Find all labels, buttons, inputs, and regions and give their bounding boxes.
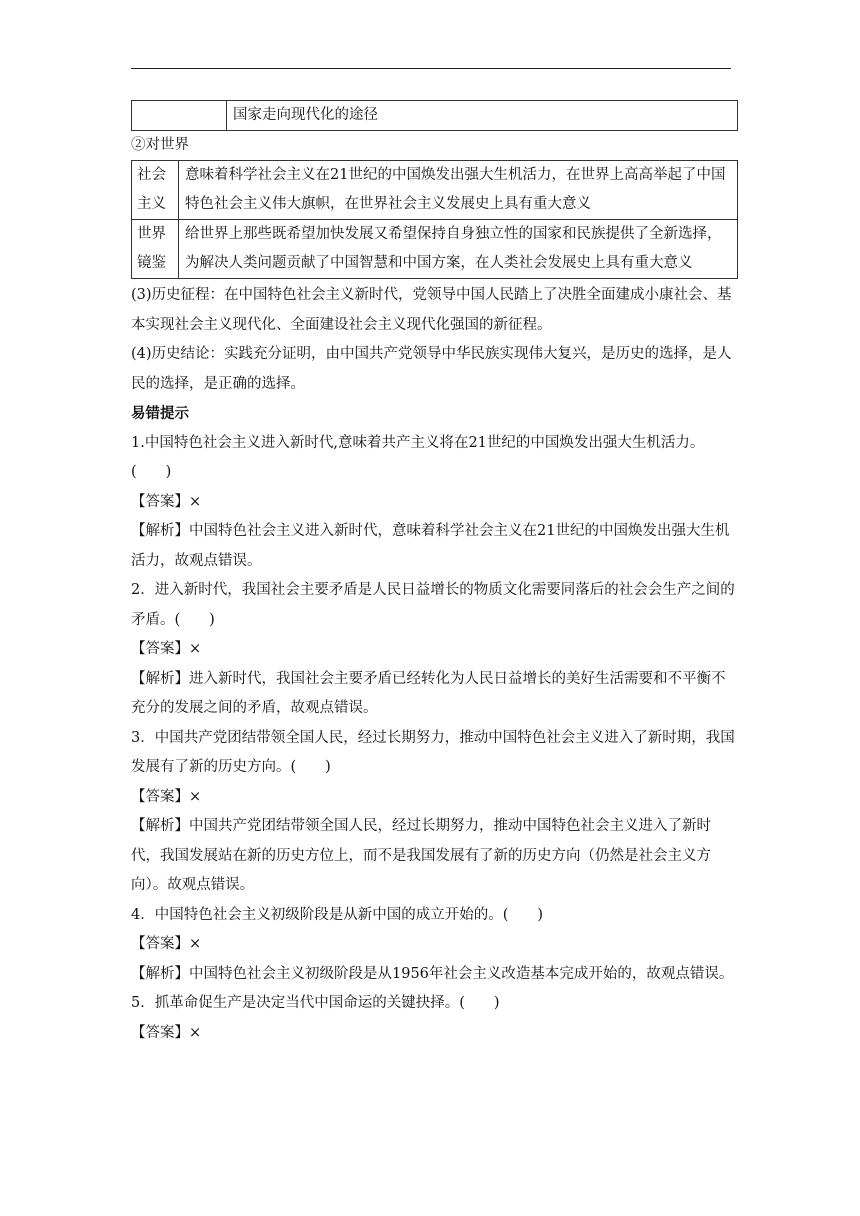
table-row xyxy=(132,161,738,220)
world-table xyxy=(131,160,738,279)
answer: 【答案】× xyxy=(131,1024,202,1041)
question: 5．抓革命促生产是决定当代中国命运的关键抉择。( ) xyxy=(131,995,500,1011)
top-table-left-cell xyxy=(132,101,227,131)
list-item xyxy=(131,989,738,1048)
paragraph-3: (3)历史征程：在中国特色社会主义新时代，党领导中国人民踏上了决胜全面建成小康社会、基本实现社会主义现代化、全面建设社会主义现代化强国的新征程。 xyxy=(131,287,732,333)
question: 3．中国共产党团结带领全国人民，经过长期努力，推动中国特色社会主义进入了新时期，我国发展有了新的历史方向。( ) xyxy=(131,729,735,775)
tips-heading: 易错提示 xyxy=(131,405,189,422)
list-item xyxy=(131,576,738,724)
list-item xyxy=(131,724,738,901)
answer: 【答案】× xyxy=(131,936,202,952)
row-label: 世界镜鉴 xyxy=(132,220,179,279)
table-row xyxy=(132,220,738,279)
world-heading: ②对世界 xyxy=(131,137,189,153)
analysis: 【解析】进入新时代，我国社会主要矛盾已经转化为人民日益增长的美好生活需要和不平衡不充分的发展之间的矛盾，故观点错误。 xyxy=(131,670,726,716)
answer: 【答案】× xyxy=(131,641,202,657)
top-table xyxy=(131,100,738,131)
list-item xyxy=(131,429,738,577)
analysis: 【解析】中国特色社会主义进入新时代，意味着科学社会主义在21世纪的中国焕发出强大生机活力，故观点错误。 xyxy=(131,523,730,569)
answer: 【答案】× xyxy=(131,788,202,805)
question: 2．进入新时代，我国社会主要矛盾是人民日益增长的物质文化需要同落后的社会会生产之间的矛盾。( ) xyxy=(131,582,735,628)
question: 4．中国特色社会主义初级阶段是从新中国的成立开始的。( ) xyxy=(131,906,544,923)
question: 1.中国特色社会主义进入新时代,意味着共产主义将在21世纪的中国焕发出强大生机活力。( ) xyxy=(131,434,705,480)
row-label: 社会主义 xyxy=(132,161,179,220)
answer: 【答案】× xyxy=(131,493,202,510)
analysis: 【解析】中国共产党团结带领全国人民，经过长期努力，推动中国特色社会主义进入了新时代，我国发展站在新的历史方位上，而不是我国发展有了新的历史方向（仍然是社会主义方向）。故观点错误。 xyxy=(131,818,711,893)
row-text: 给世界上那些既希望加快发展又希望保持自身独立性的国家和民族提供了全新选择，为解决人类问题贡献了中国智慧和中国方案，在人类社会发展史上具有重大意义 xyxy=(179,220,738,279)
list-item xyxy=(131,901,738,990)
paragraph-4: (4)历史结论：实践充分证明，由中国共产党领导中华民族实现伟大复兴，是历史的选择，是人民的选择，是正确的选择。 xyxy=(131,346,732,392)
top-table-right-cell: 国家走向现代化的途径 xyxy=(227,101,738,131)
analysis: 【解析】中国特色社会主义初级阶段是从1956年社会主义改造基本完成开始的，故观点错误。 xyxy=(131,965,734,982)
document-body xyxy=(131,100,738,1048)
row-text: 意味着科学社会主义在21世纪的中国焕发出强大生机活力，在世界上高高举起了中国特色社会主义伟大旗帜，在世界社会主义发展史上具有重大意义 xyxy=(179,161,738,220)
header-rule xyxy=(131,68,731,69)
